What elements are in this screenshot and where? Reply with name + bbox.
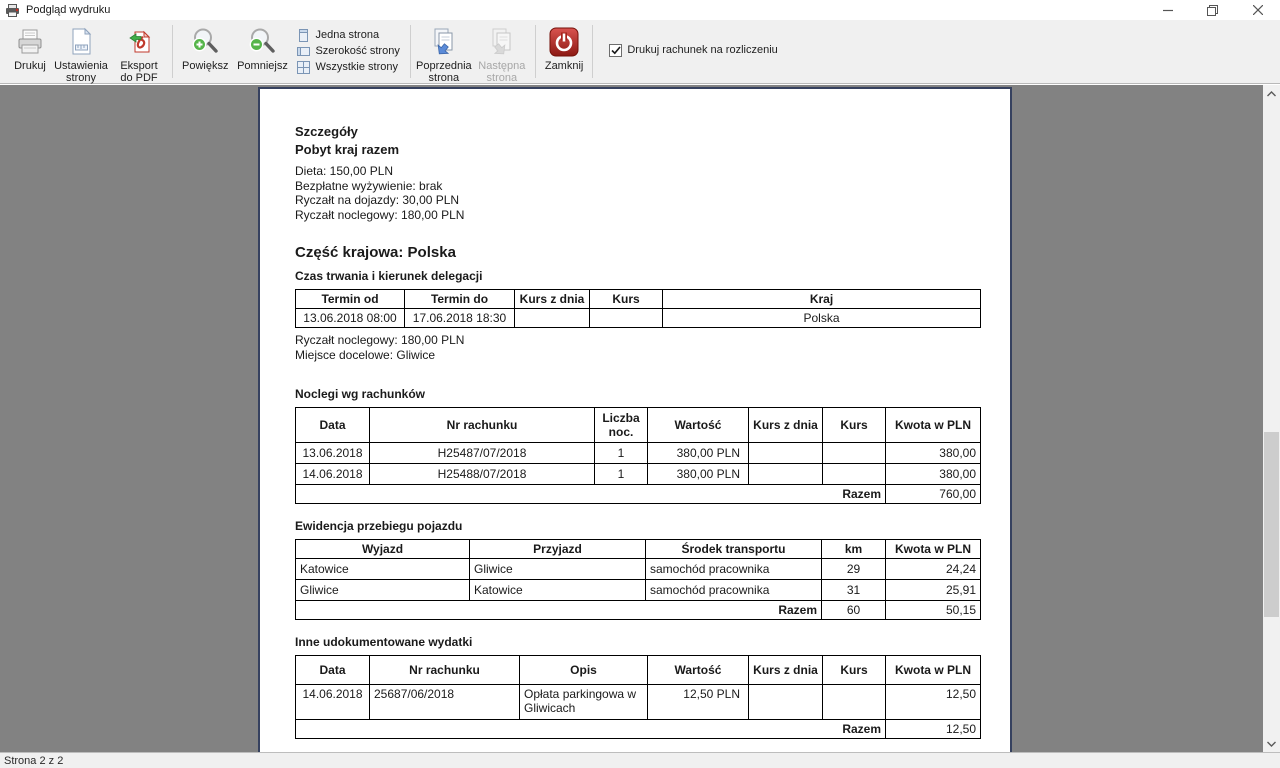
zoom-out-icon xyxy=(246,26,278,58)
duration-heading: Czas trwania i kierunek delegacji xyxy=(295,269,483,284)
total-label: Razem xyxy=(296,600,822,619)
column-header: Data xyxy=(296,655,370,684)
column-header: Kurs xyxy=(590,290,663,309)
cell-srodek-transportu: samochód pracownika xyxy=(646,579,822,600)
mileage-heading: Ewidencja przebiegu pojazdu xyxy=(295,518,463,533)
column-header: Wartość xyxy=(648,655,749,684)
print-button[interactable] xyxy=(8,22,52,81)
cell-kwota-pln: 24,24 xyxy=(886,558,981,579)
cell-liczba-noc: 1 xyxy=(595,442,648,463)
previous-page-button[interactable] xyxy=(415,22,473,84)
cell-przyjazd: Katowice xyxy=(470,579,646,600)
column-header: Kurs z dnia xyxy=(515,290,590,309)
cell-termin-do: 17.06.2018 18:30 xyxy=(405,309,515,328)
info-line: Ryczałt na dojazdy: 30,00 PLN xyxy=(295,193,460,208)
zoom-in-button[interactable] xyxy=(177,22,233,81)
total-kwota: 12,50 xyxy=(886,719,981,738)
info-line: Dieta: 150,00 PLN xyxy=(295,164,394,178)
zoom-out-button[interactable] xyxy=(233,22,291,81)
lodging-table xyxy=(295,407,981,504)
table-row xyxy=(296,558,981,579)
close-preview-label: Zamknij xyxy=(544,60,584,72)
info-line: Ryczałt noclegowy: 180,00 PLN xyxy=(295,207,465,222)
cell-kwota-pln: 12,50 xyxy=(886,684,981,719)
one-page-icon xyxy=(297,29,310,42)
previous-page-label: Poprzednia strona xyxy=(416,60,472,84)
toolbar-separator xyxy=(172,25,173,78)
column-header: Kwota w PLN xyxy=(886,655,981,684)
export-pdf-button[interactable] xyxy=(110,22,168,84)
restore-icon xyxy=(1207,5,1218,16)
column-header: km xyxy=(822,539,886,558)
page-width-icon xyxy=(297,45,310,58)
cell-kurs xyxy=(823,684,886,719)
details-heading: Szczegóły xyxy=(295,124,358,139)
cell-kurs xyxy=(823,463,886,484)
print-receipt-label: Drukuj rachunek na rozliczeniu xyxy=(627,44,778,56)
total-kwota: 50,15 xyxy=(886,600,981,619)
cell-wartosc: 380,00 PLN xyxy=(648,463,749,484)
cell-srodek-transportu: samochód pracownika xyxy=(646,558,822,579)
one-page-label: Jedna strona xyxy=(315,29,380,41)
cell-kurs-z-dnia xyxy=(749,463,823,484)
cell-opis: Opłata parkingowa w Gliwicach xyxy=(520,684,648,719)
mileage-table xyxy=(295,539,981,620)
column-header: Kwota w PLN xyxy=(886,407,981,442)
table-row xyxy=(296,684,981,719)
cell-termin-od: 13.06.2018 08:00 xyxy=(296,309,405,328)
column-header: Wartość xyxy=(648,407,749,442)
cell-wartosc: 380,00 PLN xyxy=(648,442,749,463)
info-line: Miejsce docelowe: Gliwice xyxy=(295,347,436,362)
table-row xyxy=(296,579,981,600)
all-pages-button[interactable] xyxy=(297,61,399,74)
restore-button[interactable] xyxy=(1190,0,1235,20)
statusbar xyxy=(0,752,1280,768)
cell-liczba-noc: 1 xyxy=(595,463,648,484)
next-page-label: Następna strona xyxy=(478,60,526,84)
total-label: Razem xyxy=(296,484,886,503)
cell-wyjazd: Katowice xyxy=(296,558,470,579)
cell-kwota-pln: 380,00 xyxy=(886,442,981,463)
cell-wyjazd: Gliwice xyxy=(296,579,470,600)
cell-przyjazd: Gliwice xyxy=(470,558,646,579)
cell-kurs-z-dnia xyxy=(749,684,823,719)
toolbar-separator xyxy=(410,25,411,78)
column-header: Opis xyxy=(520,655,648,684)
lodging-heading: Noclegi wg rachunków xyxy=(295,386,426,401)
scrollbar-thumb[interactable] xyxy=(1264,432,1279,617)
minimize-button[interactable] xyxy=(1145,0,1190,20)
total-row xyxy=(296,600,981,619)
print-receipt-checkbox[interactable] xyxy=(609,44,622,57)
cell-kurs-z-dnia xyxy=(515,309,590,328)
column-header: Kraj xyxy=(663,290,981,309)
zoom-in-label: Powiększ xyxy=(182,60,229,72)
column-header: Termin do xyxy=(405,290,515,309)
close-icon xyxy=(1253,5,1263,15)
column-header: Środek transportu xyxy=(646,539,822,558)
minimize-icon xyxy=(1163,5,1173,15)
info-line: Bezpłatne wyżywienie: brak xyxy=(295,178,443,193)
close-preview-button[interactable] xyxy=(540,22,589,81)
total-kwota: 760,00 xyxy=(886,484,981,503)
duration-table xyxy=(295,289,981,328)
page-view-group xyxy=(291,22,405,81)
power-close-icon xyxy=(548,26,580,58)
print-label: Drukuj xyxy=(14,60,46,72)
document-page xyxy=(258,87,1012,752)
one-page-button[interactable] xyxy=(297,29,399,42)
column-header: Termin od xyxy=(296,290,405,309)
info-line: Ryczałt noclegowy: 180,00 PLN xyxy=(295,333,465,348)
column-header: Nr rachunku xyxy=(370,655,520,684)
stay-heading: Pobyt kraj razem xyxy=(295,142,400,157)
table-row xyxy=(296,442,981,463)
window-title: Podgląd wydruku xyxy=(26,4,111,16)
all-pages-label: Wszystkie strony xyxy=(315,61,398,73)
page-setup-button[interactable] xyxy=(52,22,110,84)
vertical-scrollbar[interactable] xyxy=(1263,85,1280,752)
table-row xyxy=(296,309,981,328)
column-header: Liczba noc. xyxy=(595,407,648,442)
next-page-button xyxy=(473,22,531,84)
cell-nr-rachunku: H25487/07/2018 xyxy=(370,442,595,463)
other-heading: Inne udokumentowane wydatki xyxy=(295,634,473,649)
page-width-button[interactable] xyxy=(297,45,399,58)
cell-km: 29 xyxy=(822,558,886,579)
column-header: Nr rachunku xyxy=(370,407,595,442)
page-width-label: Szerokość strony xyxy=(315,45,400,57)
toolbar xyxy=(0,20,1280,84)
cell-nr-rachunku: H25488/07/2018 xyxy=(370,463,595,484)
page-setup-label: Ustawienia strony xyxy=(54,60,108,84)
all-pages-icon xyxy=(297,61,310,74)
cell-kraj: Polska xyxy=(663,309,981,328)
cell-kurs xyxy=(590,309,663,328)
total-row xyxy=(296,484,981,503)
export-pdf-label: Eksport do PDF xyxy=(120,60,158,84)
toolbar-separator xyxy=(535,25,536,78)
total-label: Razem xyxy=(296,719,886,738)
country-heading: Część krajowa: Polska xyxy=(295,244,456,262)
next-page-icon xyxy=(486,26,518,58)
cell-data: 14.06.2018 xyxy=(296,463,370,484)
page-indicator: Strona 2 z 2 xyxy=(4,754,64,767)
pdf-export-icon xyxy=(123,26,155,58)
cell-data: 14.06.2018 xyxy=(296,684,370,719)
cell-kurs-z-dnia xyxy=(749,442,823,463)
cell-data: 13.06.2018 xyxy=(296,442,370,463)
cell-wartosc: 12,50 PLN xyxy=(648,684,749,719)
column-header: Kurs z dnia xyxy=(749,407,823,442)
column-header: Przyjazd xyxy=(470,539,646,558)
column-header: Wyjazd xyxy=(296,539,470,558)
column-header: Data xyxy=(296,407,370,442)
chevron-up-icon xyxy=(1267,91,1276,97)
column-header: Kwota w PLN xyxy=(886,539,981,558)
cell-kwota-pln: 25,91 xyxy=(886,579,981,600)
cell-km: 31 xyxy=(822,579,886,600)
column-header: Kurs xyxy=(823,655,886,684)
total-row xyxy=(296,719,981,738)
toolbar-separator xyxy=(592,25,593,78)
scroll-down-button[interactable] xyxy=(1263,735,1280,752)
zoom-out-label: Pomniejsz xyxy=(237,60,288,72)
total-km: 60 xyxy=(822,600,886,619)
table-row xyxy=(296,463,981,484)
column-header: Kurs z dnia xyxy=(749,655,823,684)
zoom-in-icon xyxy=(189,26,221,58)
check-icon xyxy=(611,46,621,55)
cell-kwota-pln: 380,00 xyxy=(886,463,981,484)
titlebar xyxy=(0,0,1280,20)
cell-kurs xyxy=(823,442,886,463)
preview-area xyxy=(0,85,1280,752)
document-content xyxy=(260,89,1010,739)
cell-nr-rachunku: 25687/06/2018 xyxy=(370,684,520,719)
previous-page-icon xyxy=(428,26,460,58)
print-receipt-option[interactable] xyxy=(609,42,777,58)
app-printer-icon xyxy=(5,4,20,17)
printer-icon xyxy=(14,26,46,58)
close-window-button[interactable] xyxy=(1235,0,1280,20)
column-header: Kurs xyxy=(823,407,886,442)
other-expenses-table xyxy=(295,655,981,739)
scroll-up-button[interactable] xyxy=(1263,85,1280,102)
page-setup-icon xyxy=(65,26,97,58)
chevron-down-icon xyxy=(1267,741,1276,747)
